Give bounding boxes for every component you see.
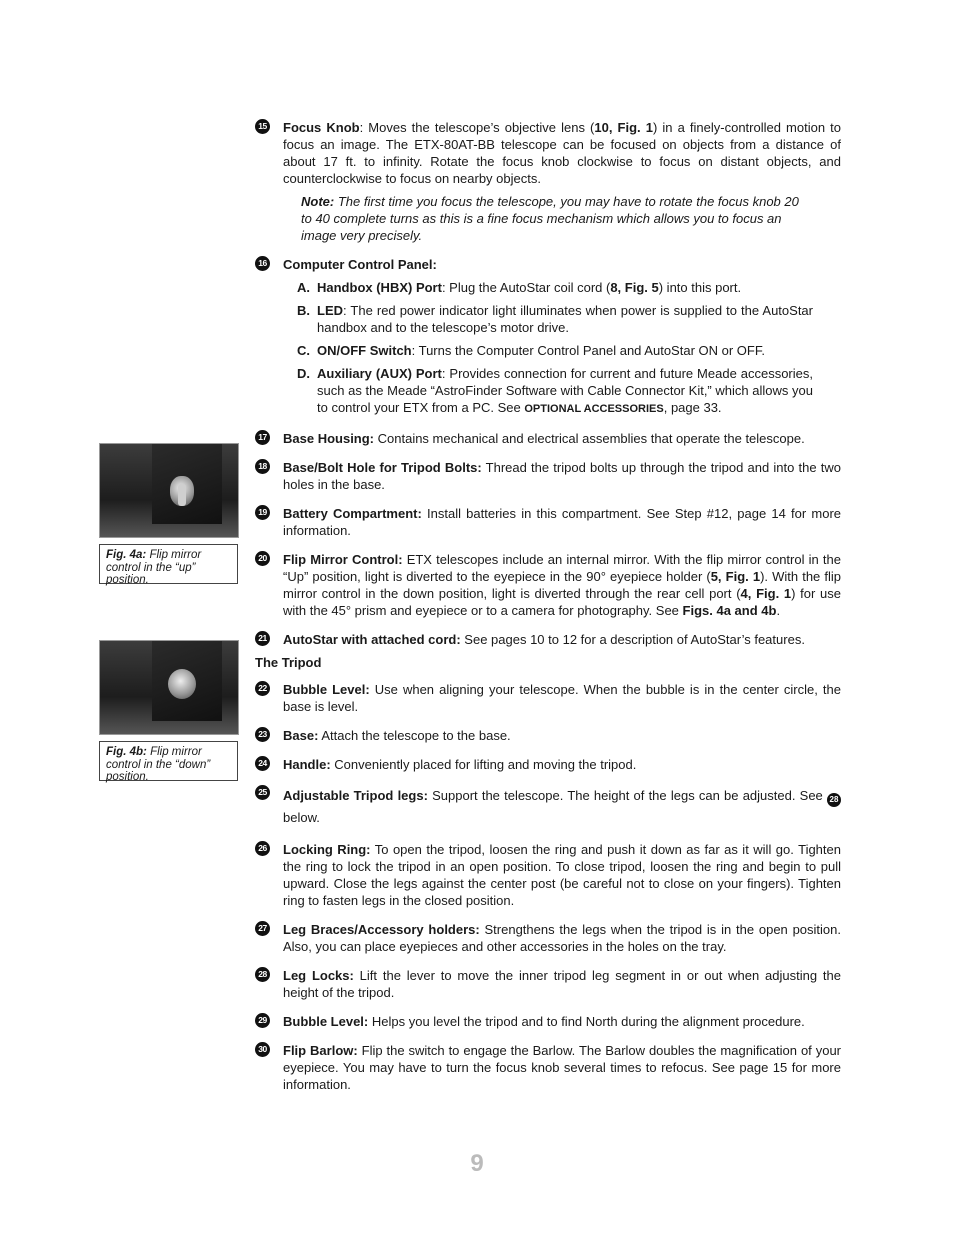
figure-4b [99, 640, 238, 781]
main-column [255, 119, 841, 1105]
item-handle: 24 Handle: Conveniently placed for lifting and moving the tripod. [255, 756, 841, 773]
number-badge: 21 [255, 631, 270, 646]
number-badge: 27 [255, 921, 270, 936]
item-base-housing: 17 Base Housing: Contains mechanical and electrical assemblies that operate the telescope. [255, 430, 841, 447]
sub-item-aux-port: D. Auxiliary (AUX) Port: Provides connection for current and future Meade accessories, such as the Meade “AstroFinder Software with Cable Connector Kit,” which allows you to control your ETX from a PC. See OPTIONAL ACCESSORIES, page 33. [297, 366, 813, 415]
item-flip-mirror-control: 20 Flip Mirror Control: ETX telescopes include an internal mirror. With the flip mirror control in the “Up” position, light is diverted to the eyepiece in the 90° eyepiece holder (5, Fig. 1). With the flip mirror control in the down position, light is diverted through the rear cell port (4, Fig. 1) for use with the 45° prism and eyepiece or to a camera for photography. See Figs. 4a and 4b. [255, 551, 841, 619]
item-autostar: 21 AutoStar with attached cord: See pages 10 to 12 for a description of AutoStar’s features. [255, 631, 841, 648]
number-badge: 19 [255, 505, 270, 520]
number-badge: 23 [255, 727, 270, 742]
item-computer-control-panel: 16 Computer Control Panel: A. Handbox (HBX) Port: Plug the AutoStar coil cord (8, Fig. 5) into this port. B. LED: The red power indicator light illuminates when power is supplied to the AutoStar handbox and to the telescope’s motor drive. C. ON/OFF Switch: Turns the Computer Control Panel and AutoStar ON or OFF. D. Auxiliary (AUX) Port: Provides connection for current and future Meade accessories, such as the Meade “AstroFinder Software with Cable Connector Kit,” which allows you to control your ETX from a PC. See OPTIONAL ACCESSORIES, page 33. [255, 256, 841, 418]
note: Note: The first time you focus the telescope, you may have to rotate the focus knob 20 to 40 complete turns as this is a fine focus mechanism which allows you to focus an image very precisely. [301, 194, 799, 243]
flip-mirror-up-photo [99, 443, 239, 538]
item-adjustable-tripod-legs: 25 Adjustable Tripod legs: Support the telescope. The height of the legs can be adjusted. See 28 below. [255, 785, 841, 829]
number-badge: 26 [255, 841, 270, 856]
item-leg-braces: 27 Leg Braces/Accessory holders: Strengthens the legs when the tripod is in the open position. Also, you can place eyepieces and other accessories in the holes on the tray. [255, 921, 841, 955]
number-badge: 20 [255, 551, 270, 566]
figure-caption: Fig. 4b: Flip mirror control in the “down” position. [99, 741, 238, 781]
item-base: 23 Base: Attach the telescope to the base. [255, 727, 841, 744]
sub-item-on-off-switch: C. ON/OFF Switch: Turns the Computer Control Panel and AutoStar ON or OFF. [297, 343, 765, 358]
item-focus-knob: 15 Focus Knob: Moves the telescope’s objective lens (10, Fig. 1) in a finely-controlled motion to focus an image. The ETX-80AT-BB telescope can be focused on objects from a distance of about 17 ft. to infinity. Rotate the focus knob clockwise to focus on distant objects, and counterclockwise to focus on nearby objects. Note: The first time you focus the telescope, you may have to rotate the focus knob 20 to 40 complete turns as this is a fine focus mechanism which allows you to focus an image very precisely. [255, 119, 841, 244]
sub-item-hbx-port: A. Handbox (HBX) Port: Plug the AutoStar coil cord (8, Fig. 5) into this port. [297, 280, 742, 295]
number-badge: 24 [255, 756, 270, 771]
figure-4a [99, 443, 238, 584]
number-badge: 17 [255, 430, 270, 445]
page-number: 9 [470, 1150, 484, 1177]
number-badge: 15 [255, 119, 270, 134]
number-badge: 22 [255, 681, 270, 696]
number-badge: 16 [255, 256, 270, 271]
flip-mirror-down-photo [99, 640, 239, 735]
item-leg-locks: 28 Leg Locks: Lift the lever to move the inner tripod leg segment in or out when adjusting the height of the tripod. [255, 967, 841, 1001]
number-badge: 18 [255, 459, 270, 474]
number-badge: 30 [255, 1042, 270, 1057]
item-bubble-level-tripod: 29 Bubble Level: Helps you level the tripod and to find North during the alignment procedure. [255, 1013, 841, 1030]
item-bubble-level: 22 Bubble Level: Use when aligning your telescope. When the bubble is in the center circle, the base is level. [255, 681, 841, 715]
item-flip-barlow: 30 Flip Barlow: Flip the switch to engage the Barlow. The Barlow doubles the magnification of your eyepiece. You may have to turn the focus knob several times to refocus. See page 15 for more information. [255, 1042, 841, 1093]
number-badge: 25 [255, 785, 270, 800]
item-base-bolt-hole: 18 Base/Bolt Hole for Tripod Bolts: Thread the tripod bolts up through the tripod and into the two holes in the base. [255, 459, 841, 493]
number-badge: 28 [255, 967, 270, 982]
figure-caption: Fig. 4a: Flip mirror control in the “up” position. [99, 544, 238, 584]
inline-number-badge: 28 [827, 793, 841, 807]
section-title-tripod: The Tripod [255, 655, 322, 670]
item-battery-compartment: 19 Battery Compartment: Install batteries in this compartment. See Step #12, page 14 for more information. [255, 505, 841, 539]
number-badge: 29 [255, 1013, 270, 1028]
item-locking-ring: 26 Locking Ring: To open the tripod, loosen the ring and push it down as far as it will go. Tighten the ring to lock the tripod in an open position. To close tripod, loosen the ring and begin to pull upward. Close the legs against the center post (be careful not to close on your fingers). Tighten ring to fasten legs in the closed position. [255, 841, 841, 909]
sub-item-led: B. LED: The red power indicator light illuminates when power is supplied to the AutoStar handbox and to the telescope’s motor drive. [297, 303, 813, 335]
